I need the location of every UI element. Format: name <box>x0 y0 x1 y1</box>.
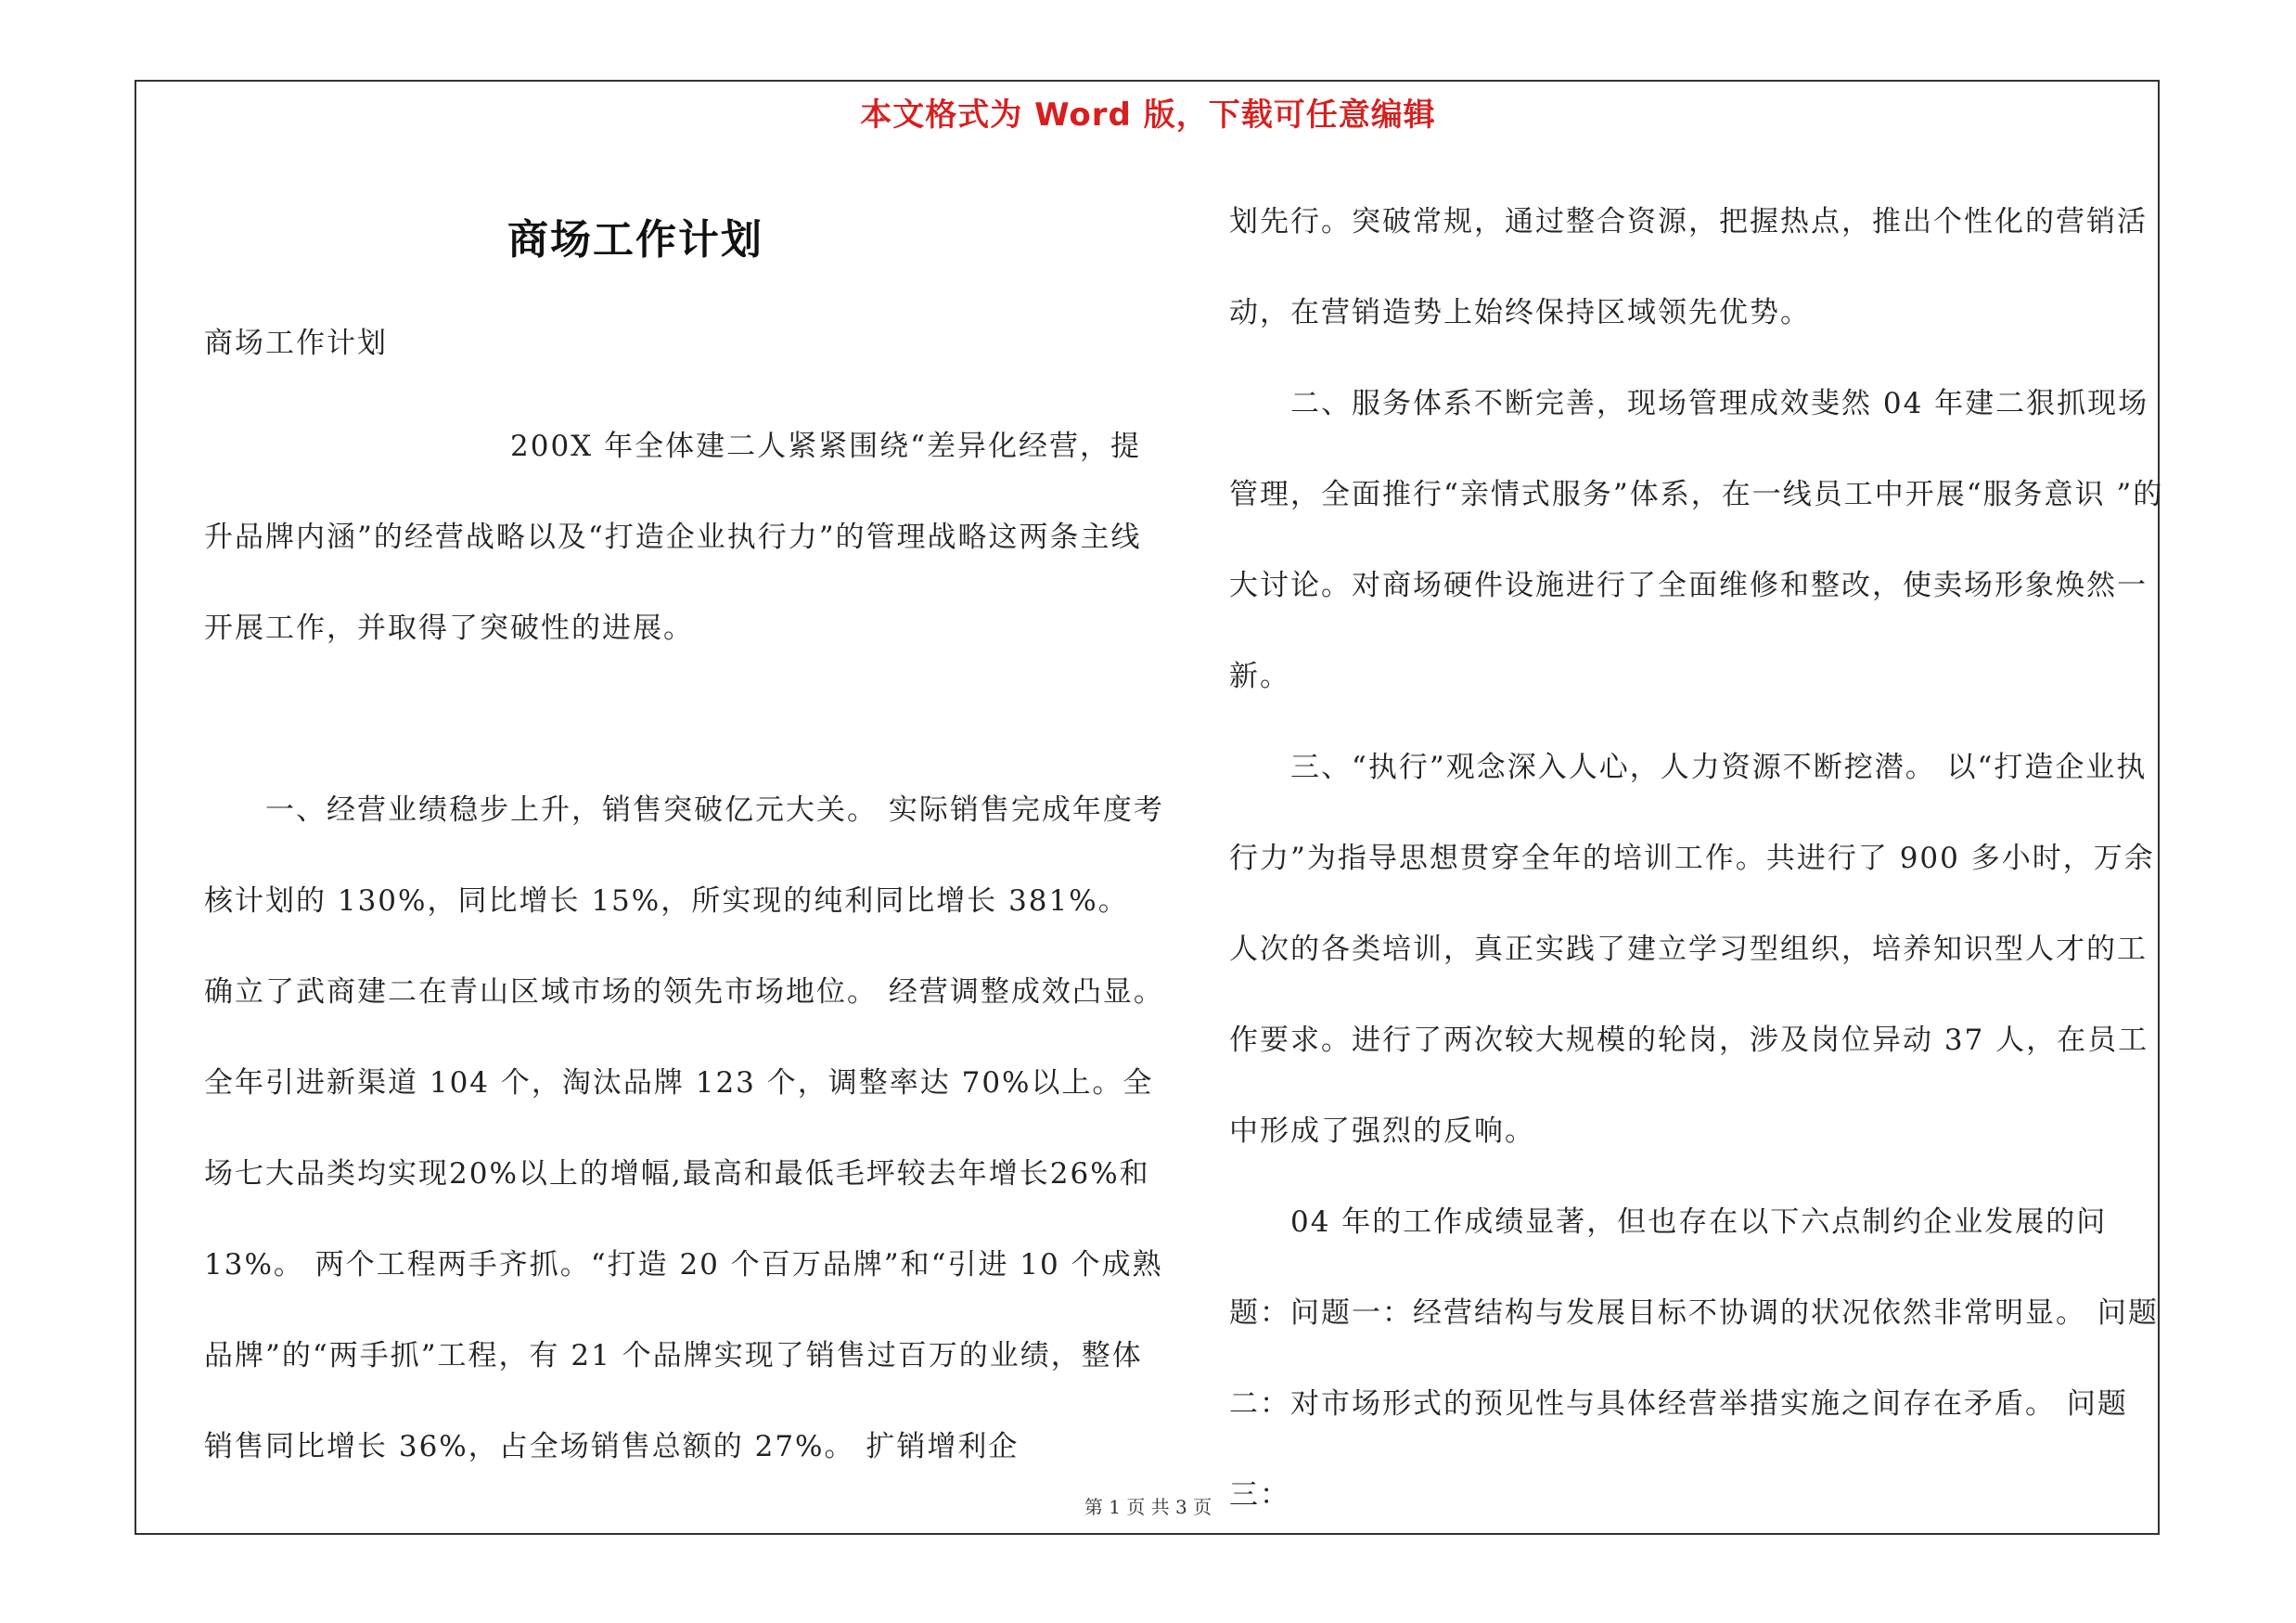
continued-paragraph: 划先行。突破常规，通过整合资源，把握热点，推出个性化的营销活动，在营销造势上始终保持区域领先优势。 <box>1229 205 2148 329</box>
section-2-paragraph: 二、服务体系不断完善，现场管理成效斐然 04 年建二狠抓现场管理，全面推行“亲情式服务”体系，在一线员工中开展“服务意识 ”的大讨论。对商场硬件设施进行了全面维修和整改，使卖场形象焕然一新。 <box>1229 387 2164 693</box>
section-1-paragraph: 一、经营业绩稳步上升，销售突破亿元大关。 实际销售完成年度考核计划的 130%，同比增长 15%，所实现的纯利同比增长 381%。 确立了武商建二在青山区域市场的领先市场地位。 经营调整成效凸显。全年引进新渠道 104 个，淘汰品牌 123 个，调整率达 70%以上。全场七大品类均实现20%以上的增幅,最高和最低毛坪较去年增长26%和 13%。 两个工程两手齐抓。“打造 20 个百万品牌”和“引进 10 个成熟品牌”的“两手抓”工程，有 21 个品牌实现了销售过百万的业绩，整体销售同比增长 36%，占全场销售总额的 27%。 扩销增利企 <box>204 793 1164 1463</box>
section-3-paragraph: 三、“执行”观念深入人心，人力资源不断挖潜。 以“打造企业执行力”为指导思想贯穿全年的培训工作。共进行了 900 多小时，万余人次的各类培训，真正实践了建立学习型组织，培养知识型人才的工作要求。进行了两次较大规模的轮岗，涉及岗位异动 37 人，在员工中形成了强烈的反响。 <box>1229 751 2155 1148</box>
problems-paragraph: 04 年的工作成绩显著，但也存在以下六点制约企业发展的问题：问题一：经营结构与发展目标不协调的状况依然非常明显。 问题二：对市场形式的预见性与具体经营举措实施之间存在矛盾。 问题三： <box>1229 1205 2159 1512</box>
left-column <box>204 401 1169 1492</box>
document-subtitle: 商场工作计划 <box>204 327 388 360</box>
document-title: 商场工作计划 <box>507 216 763 264</box>
page-number: 第 1 页 共 3 页 <box>1084 1496 1212 1518</box>
format-banner: 本文格式为 Word 版，下载可任意编辑 <box>860 97 1436 134</box>
intro-paragraph: 200X 年全体建二人紧紧围绕“差异化经营，提升品牌内涵”的经营战略以及“打造企业执行力”的管理战略这两条主线开展工作，并取得了突破性的进展。 <box>204 430 1142 645</box>
right-column <box>1229 176 2166 1540</box>
